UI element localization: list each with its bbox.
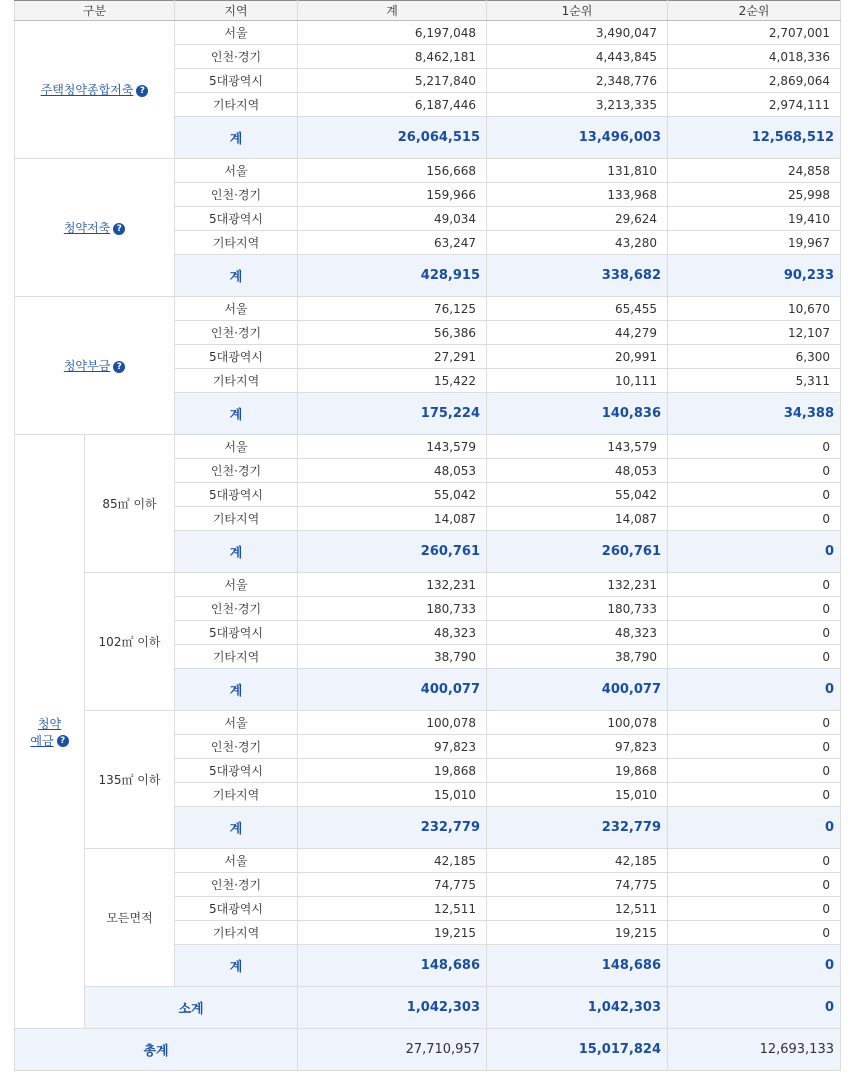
group-link-housing-combined[interactable]: 주택청약종합저축 bbox=[40, 83, 134, 97]
group-cell-housing-combined bbox=[15, 21, 175, 159]
sum-first-rank: 338,682 bbox=[487, 255, 668, 297]
region-cell: 5대광역시 bbox=[175, 69, 298, 93]
first-rank-cell: 44,279 bbox=[487, 321, 668, 345]
subtotal-total: 1,042,303 bbox=[298, 987, 487, 1029]
total-cell: 15,010 bbox=[298, 783, 487, 807]
region-cell: 인천·경기 bbox=[175, 735, 298, 759]
sum-second-rank: 90,233 bbox=[668, 255, 841, 297]
sum-label: 계 bbox=[175, 117, 298, 159]
total-cell: 100,078 bbox=[298, 711, 487, 735]
sum-second-rank: 12,568,512 bbox=[668, 117, 841, 159]
region-cell: 기타지역 bbox=[175, 783, 298, 807]
sum-first-rank: 232,779 bbox=[487, 807, 668, 849]
second-rank-cell: 2,707,001 bbox=[668, 21, 841, 45]
sum-first-rank: 13,496,003 bbox=[487, 117, 668, 159]
second-rank-cell: 0 bbox=[668, 483, 841, 507]
first-rank-cell: 180,733 bbox=[487, 597, 668, 621]
total-cell: 74,775 bbox=[298, 873, 487, 897]
first-rank-cell: 12,511 bbox=[487, 897, 668, 921]
total-cell: 48,053 bbox=[298, 459, 487, 483]
total-cell: 55,042 bbox=[298, 483, 487, 507]
region-cell: 인천·경기 bbox=[175, 459, 298, 483]
table-row bbox=[15, 849, 841, 873]
region-cell: 기타지역 bbox=[175, 507, 298, 531]
first-rank-cell: 48,053 bbox=[487, 459, 668, 483]
grand-total-first-rank: 15,017,824 bbox=[487, 1029, 668, 1071]
grand-total-second-rank: 12,693,133 bbox=[668, 1029, 841, 1071]
first-rank-cell: 4,443,845 bbox=[487, 45, 668, 69]
sum-second-rank: 0 bbox=[668, 531, 841, 573]
first-rank-cell: 43,280 bbox=[487, 231, 668, 255]
second-rank-cell: 2,869,064 bbox=[668, 69, 841, 93]
region-cell: 기타지역 bbox=[175, 231, 298, 255]
second-rank-cell: 0 bbox=[668, 507, 841, 531]
sum-label: 계 bbox=[175, 669, 298, 711]
sum-label: 계 bbox=[175, 945, 298, 987]
subscription-account-table bbox=[14, 0, 841, 1071]
total-cell: 180,733 bbox=[298, 597, 487, 621]
sum-label: 계 bbox=[175, 531, 298, 573]
group-link-installment[interactable]: 청약부금 bbox=[63, 359, 111, 373]
second-rank-cell: 0 bbox=[668, 873, 841, 897]
region-cell: 기타지역 bbox=[175, 645, 298, 669]
sum-total: 400,077 bbox=[298, 669, 487, 711]
header-first-rank: 1순위 bbox=[487, 1, 668, 21]
second-rank-cell: 0 bbox=[668, 459, 841, 483]
sum-total: 260,761 bbox=[298, 531, 487, 573]
second-rank-cell: 2,974,111 bbox=[668, 93, 841, 117]
region-cell: 5대광역시 bbox=[175, 207, 298, 231]
first-rank-cell: 55,042 bbox=[487, 483, 668, 507]
second-rank-cell: 12,107 bbox=[668, 321, 841, 345]
first-rank-cell: 42,185 bbox=[487, 849, 668, 873]
header-second-rank: 2순위 bbox=[668, 1, 841, 21]
region-cell: 5대광역시 bbox=[175, 759, 298, 783]
first-rank-cell: 48,323 bbox=[487, 621, 668, 645]
region-cell: 기타지역 bbox=[175, 93, 298, 117]
total-cell: 42,185 bbox=[298, 849, 487, 873]
second-rank-cell: 0 bbox=[668, 759, 841, 783]
total-cell: 15,422 bbox=[298, 369, 487, 393]
sum-total: 175,224 bbox=[298, 393, 487, 435]
second-rank-cell: 0 bbox=[668, 645, 841, 669]
region-cell: 서울 bbox=[175, 21, 298, 45]
help-icon[interactable]: ? bbox=[136, 85, 148, 97]
group-link-savings[interactable]: 청약저축 bbox=[63, 221, 111, 235]
subtotal-second-rank: 0 bbox=[668, 987, 841, 1029]
total-cell: 27,291 bbox=[298, 345, 487, 369]
table-row bbox=[15, 711, 841, 735]
group-link-deposit-line2: 예금 bbox=[30, 733, 54, 748]
total-cell: 8,462,181 bbox=[298, 45, 487, 69]
group-cell-installment bbox=[15, 297, 175, 435]
first-rank-cell: 19,215 bbox=[487, 921, 668, 945]
sum-second-rank: 0 bbox=[668, 807, 841, 849]
sum-total: 148,686 bbox=[298, 945, 487, 987]
grand-total-row bbox=[15, 1029, 841, 1071]
second-rank-cell: 0 bbox=[668, 573, 841, 597]
sum-label: 계 bbox=[175, 807, 298, 849]
second-rank-cell: 10,670 bbox=[668, 297, 841, 321]
subtotal-first-rank: 1,042,303 bbox=[487, 987, 668, 1029]
subtotal-row bbox=[15, 987, 841, 1029]
sum-label: 계 bbox=[175, 255, 298, 297]
table-row bbox=[15, 435, 841, 459]
sum-second-rank: 0 bbox=[668, 669, 841, 711]
total-cell: 48,323 bbox=[298, 621, 487, 645]
total-cell: 56,386 bbox=[298, 321, 487, 345]
first-rank-cell: 143,579 bbox=[487, 435, 668, 459]
first-rank-cell: 3,213,335 bbox=[487, 93, 668, 117]
region-cell: 인천·경기 bbox=[175, 873, 298, 897]
second-rank-cell: 19,410 bbox=[668, 207, 841, 231]
second-rank-cell: 0 bbox=[668, 435, 841, 459]
header-total: 계 bbox=[298, 1, 487, 21]
header-group: 구분 bbox=[15, 1, 175, 21]
region-cell: 5대광역시 bbox=[175, 621, 298, 645]
total-cell: 63,247 bbox=[298, 231, 487, 255]
sum-total: 232,779 bbox=[298, 807, 487, 849]
region-cell: 서울 bbox=[175, 159, 298, 183]
first-rank-cell: 38,790 bbox=[487, 645, 668, 669]
region-cell: 5대광역시 bbox=[175, 897, 298, 921]
sum-first-rank: 260,761 bbox=[487, 531, 668, 573]
subtotal-label: 소계 bbox=[85, 987, 298, 1029]
region-cell: 서울 bbox=[175, 849, 298, 873]
second-rank-cell: 6,300 bbox=[668, 345, 841, 369]
area-cell-all: 모든면적 bbox=[85, 849, 175, 987]
sum-label: 계 bbox=[175, 393, 298, 435]
help-icon[interactable]: ? bbox=[113, 361, 125, 373]
help-icon[interactable]: ? bbox=[113, 223, 125, 235]
group-cell-deposit bbox=[15, 435, 85, 1029]
table-row bbox=[15, 297, 841, 321]
sum-first-rank: 140,836 bbox=[487, 393, 668, 435]
total-cell: 156,668 bbox=[298, 159, 487, 183]
total-cell: 132,231 bbox=[298, 573, 487, 597]
sum-first-rank: 400,077 bbox=[487, 669, 668, 711]
first-rank-cell: 131,810 bbox=[487, 159, 668, 183]
header-region: 지역 bbox=[175, 1, 298, 21]
first-rank-cell: 132,231 bbox=[487, 573, 668, 597]
total-cell: 5,217,840 bbox=[298, 69, 487, 93]
total-cell: 6,197,048 bbox=[298, 21, 487, 45]
second-rank-cell: 0 bbox=[668, 783, 841, 807]
second-rank-cell: 4,018,336 bbox=[668, 45, 841, 69]
table-row bbox=[15, 573, 841, 597]
sum-total: 26,064,515 bbox=[298, 117, 487, 159]
sum-first-rank: 148,686 bbox=[487, 945, 668, 987]
first-rank-cell: 100,078 bbox=[487, 711, 668, 735]
total-cell: 159,966 bbox=[298, 183, 487, 207]
area-cell-85: 85㎡ 이하 bbox=[85, 435, 175, 573]
sum-total: 428,915 bbox=[298, 255, 487, 297]
second-rank-cell: 0 bbox=[668, 735, 841, 759]
first-rank-cell: 14,087 bbox=[487, 507, 668, 531]
second-rank-cell: 19,967 bbox=[668, 231, 841, 255]
total-cell: 143,579 bbox=[298, 435, 487, 459]
region-cell: 인천·경기 bbox=[175, 183, 298, 207]
region-cell: 인천·경기 bbox=[175, 321, 298, 345]
region-cell: 서울 bbox=[175, 297, 298, 321]
first-rank-cell: 29,624 bbox=[487, 207, 668, 231]
second-rank-cell: 5,311 bbox=[668, 369, 841, 393]
first-rank-cell: 3,490,047 bbox=[487, 21, 668, 45]
help-icon[interactable]: ? bbox=[57, 735, 69, 747]
second-rank-cell: 0 bbox=[668, 921, 841, 945]
region-cell: 인천·경기 bbox=[175, 597, 298, 621]
first-rank-cell: 2,348,776 bbox=[487, 69, 668, 93]
total-cell: 19,215 bbox=[298, 921, 487, 945]
total-cell: 76,125 bbox=[298, 297, 487, 321]
region-cell: 서울 bbox=[175, 573, 298, 597]
grand-total-total: 27,710,957 bbox=[298, 1029, 487, 1071]
total-cell: 14,087 bbox=[298, 507, 487, 531]
first-rank-cell: 10,111 bbox=[487, 369, 668, 393]
region-cell: 서울 bbox=[175, 711, 298, 735]
table-row bbox=[15, 159, 841, 183]
first-rank-cell: 20,991 bbox=[487, 345, 668, 369]
table-header-row bbox=[15, 1, 841, 21]
sum-second-rank: 0 bbox=[668, 945, 841, 987]
region-cell: 기타지역 bbox=[175, 921, 298, 945]
first-rank-cell: 74,775 bbox=[487, 873, 668, 897]
group-link-deposit-line1: 청약 bbox=[37, 716, 62, 731]
total-cell: 12,511 bbox=[298, 897, 487, 921]
area-cell-135: 135㎡ 이하 bbox=[85, 711, 175, 849]
total-cell: 6,187,446 bbox=[298, 93, 487, 117]
table-row bbox=[15, 21, 841, 45]
total-cell: 97,823 bbox=[298, 735, 487, 759]
total-cell: 49,034 bbox=[298, 207, 487, 231]
region-cell: 서울 bbox=[175, 435, 298, 459]
second-rank-cell: 24,858 bbox=[668, 159, 841, 183]
first-rank-cell: 65,455 bbox=[487, 297, 668, 321]
area-cell-102: 102㎡ 이하 bbox=[85, 573, 175, 711]
second-rank-cell: 0 bbox=[668, 849, 841, 873]
total-cell: 19,868 bbox=[298, 759, 487, 783]
region-cell: 5대광역시 bbox=[175, 483, 298, 507]
second-rank-cell: 0 bbox=[668, 621, 841, 645]
first-rank-cell: 97,823 bbox=[487, 735, 668, 759]
second-rank-cell: 0 bbox=[668, 897, 841, 921]
sum-second-rank: 34,388 bbox=[668, 393, 841, 435]
region-cell: 기타지역 bbox=[175, 369, 298, 393]
grand-total-label: 총계 bbox=[15, 1029, 298, 1071]
second-rank-cell: 0 bbox=[668, 597, 841, 621]
region-cell: 5대광역시 bbox=[175, 345, 298, 369]
group-cell-savings bbox=[15, 159, 175, 297]
second-rank-cell: 25,998 bbox=[668, 183, 841, 207]
region-cell: 인천·경기 bbox=[175, 45, 298, 69]
second-rank-cell: 0 bbox=[668, 711, 841, 735]
first-rank-cell: 133,968 bbox=[487, 183, 668, 207]
total-cell: 38,790 bbox=[298, 645, 487, 669]
first-rank-cell: 15,010 bbox=[487, 783, 668, 807]
first-rank-cell: 19,868 bbox=[487, 759, 668, 783]
